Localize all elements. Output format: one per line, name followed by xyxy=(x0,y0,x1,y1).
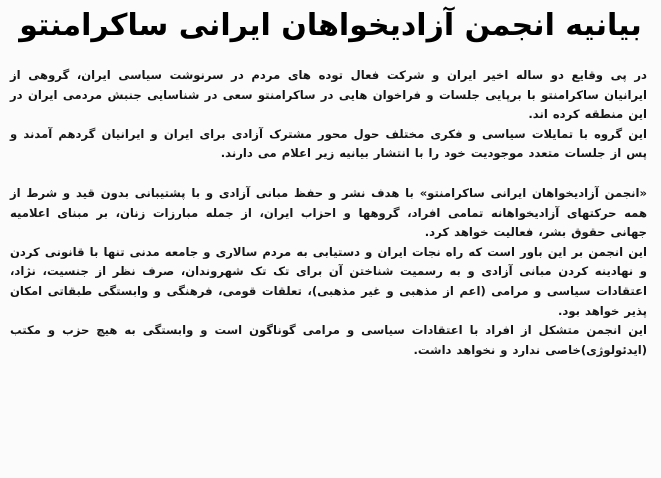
paragraph-intro: در پی وقایع دو ساله اخیر ایران و شرکت فعال توده های مردم در سرنوشت سیاسی ایران، گروهی از ایرانیان ساکرامنتو با برپایی جلسات و فراخوان هایی در ساکرامنتو سعی در شناسایی جنبش مردمی ایران در این منطقه کرده اند. xyxy=(10,68,647,122)
statement-body xyxy=(10,66,647,360)
paragraph-association-independence: این انجمن متشکل از افراد با اعتقادات سیاسی و مرامی گوناگون است و وابستگی به هیچ حزب و مکتب (ایدئولوژی)خاصی ندارد و نخواهد داشت. xyxy=(10,323,647,357)
paragraph-group-formation: این گروه با تمایلات سیاسی و فکری مختلف حول محور مشترک آزادی برای ایران و ایرانیان گردهم آمدند و پس از جلسات متعدد موجودیت خود را با انتشار بیانیه زیر اعلام می دارند. xyxy=(10,126,647,161)
paragraph-association-belief: این انجمن بر این باور است که راه نجات ایران و دستیابی به مردم سالاری و جامعه مدنی تنها با قانونی کردن و نهادینه کردن مبانی آزادی و به رسمیت شناختن آن برای تک تک شهروندان، صرف نظر از جنسیت، نژاد، اعتقادات سیاسی و مرامی (اعم از مذهبی و غیر مذهبی)، تعلقات قومی، فرهنگی و وابستگی طبقاتی امکان پذیر خواهد بود. xyxy=(10,244,647,318)
paragraph-spacer xyxy=(10,164,647,184)
paragraph-association-goal: «انجمن آزادیخواهان ایرانی ساکرامنتو» با هدف نشر و حفظ مبانی آزادی و با پشتیبانی بدون قید و شرط از همه حرکتهای آزادیخواهانه تمامی افراد، گروهها و احزاب ایران، از جمله مبارزات زنان، بر مبنای اعلامیه جهانی حقوق بشر، فعالیت خواهد کرد. xyxy=(10,185,647,240)
page-title: بیانیه انجمن آزادیخواهان ایرانی ساکرامنتو xyxy=(19,8,642,43)
